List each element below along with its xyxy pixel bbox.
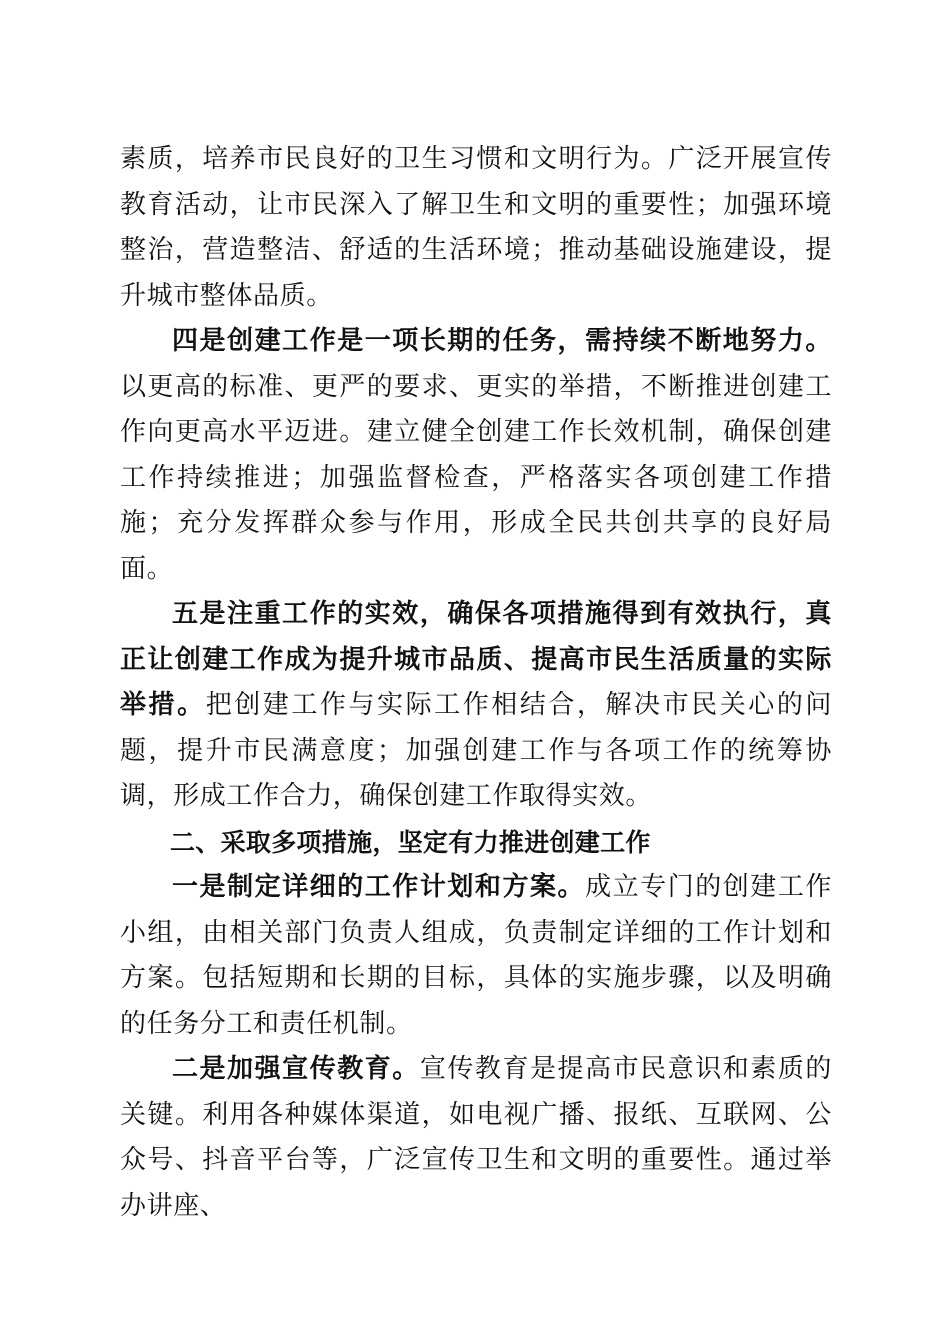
section-heading: 二、采取多项措施，坚定有力推进创建工作 — [170, 827, 651, 857]
paragraph-point-five — [120, 592, 832, 820]
paragraph-point-one — [120, 865, 832, 1047]
paragraph-lead: 五是注重工作的实效，确保各项措施得到有效执行，真正让创建工作成为提升城市品质、提高市民生活质量的实际举措。 — [120, 599, 832, 720]
document-body — [120, 137, 832, 1229]
paragraph-lead: 一是制定详细的工作计划和方案。 — [172, 872, 586, 902]
paragraph-text: 成立专门的创建工作小组，由相关部门负责人组成，负责制定详细的工作计划和方案。包括短期和长期的目标，具体的实施步骤，以及明确的任务分工和责任机制。 — [120, 872, 832, 1039]
paragraph-lead: 四是创建工作是一项长期的任务，需持续不断地努力。 — [172, 326, 832, 356]
paragraph-point-two — [120, 1047, 832, 1229]
paragraph-lead: 二是加强宣传教育。 — [172, 1054, 420, 1084]
paragraph-text: 素质，培养市民良好的卫生习惯和文明行为。广泛开展宣传教育活动，让市民深入了解卫生和文明的重要性；加强环境整治，营造整洁、舒适的生活环境；推动基础设施建设，提升城市整体品质。 — [120, 144, 832, 311]
paragraph-text: 把创建工作与实际工作相结合，解决市民关心的问题，提升市民满意度；加强创建工作与各项工作的统筹协调，形成工作合力，确保创建工作取得实效。 — [120, 690, 832, 811]
paragraph-text: 以更高的标准、更严的要求、更实的举措，不断推进创建工作向更高水平迈进。建立健全创建工作长效机制，确保创建工作持续推进；加强监督检查，严格落实各项创建工作措施；充分发挥群众参与作用，形成全民共创共享的良好局面。 — [120, 371, 832, 584]
paragraph-text: 宣传教育是提高市民意识和素质的关键。利用各种媒体渠道，如电视广播、报纸、互联网、公众号、抖音平台等，广泛宣传卫生和文明的重要性。通过举办讲座、 — [120, 1054, 832, 1221]
paragraph-continuation — [120, 137, 832, 319]
paragraph-point-four — [120, 319, 832, 592]
